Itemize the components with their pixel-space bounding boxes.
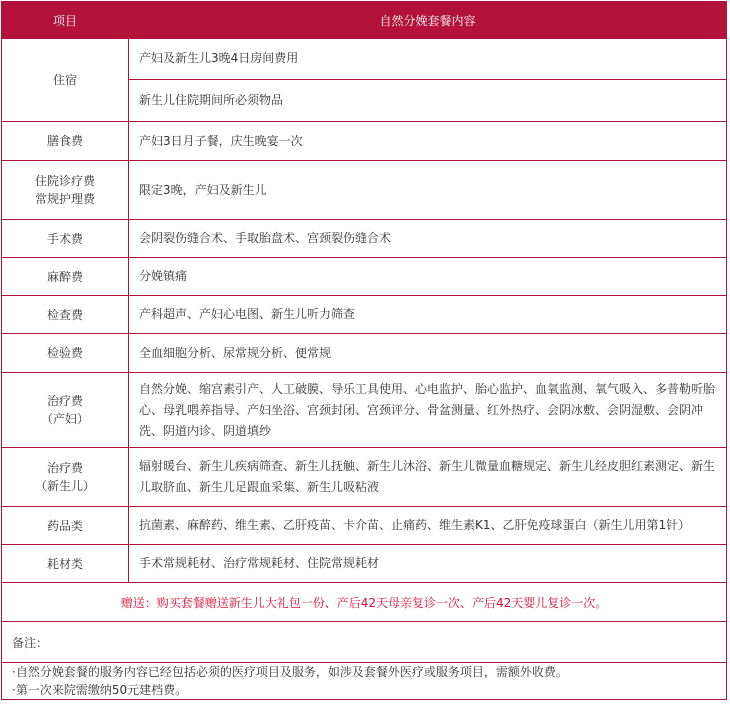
item-label: （新生儿） xyxy=(34,479,95,493)
row-content: 产妇3日月子餐，庆生晚宴一次 xyxy=(129,122,727,161)
gift-text: 赠送：购买套餐赠送新生儿大礼包一份、产后42天母亲复诊一次、产后42天婴儿复诊一次。 xyxy=(2,583,727,622)
table-row xyxy=(2,373,727,448)
table-row xyxy=(2,220,727,258)
row-content: 全血细胞分析、尿常规分析、便常规 xyxy=(129,334,727,373)
table-row xyxy=(2,296,727,334)
gift-row xyxy=(2,583,727,622)
package-table-container xyxy=(1,1,727,725)
row-content: 分娩镇痛 xyxy=(129,258,727,296)
item-label: 治疗费 xyxy=(46,461,83,475)
notes-row xyxy=(2,663,727,700)
item-label: 检查费 xyxy=(46,307,83,322)
table-row xyxy=(2,545,727,583)
item-label: 麻醉费 xyxy=(46,269,83,284)
note-line: ·第一次来院需缴纳50元建档费。 xyxy=(12,683,188,697)
table-row xyxy=(2,448,727,507)
item-label: （产妇） xyxy=(40,412,89,426)
row-item-lodging xyxy=(2,39,129,122)
item-label: 治疗费 xyxy=(46,394,83,408)
item-label: 耗材类 xyxy=(46,556,83,571)
row-content: 自然分娩、缩宫素引产、人工破膜、导乐工具使用、心电监护、胎心监护、血氧监测、氧气吸入、多普勒听胎心、母乳喂养指导、产妇坐浴、宫颈封闭、宫颈评分、骨盆测量、红外热疗、会阴冰敷、会阴湿敷、会阴冲洗、阴道内诊、阴道填纱 xyxy=(129,373,727,448)
row-item-medicine xyxy=(2,507,129,545)
row-content: 限定3晚，产妇及新生儿 xyxy=(129,161,727,220)
table-row xyxy=(2,334,727,373)
item-label: 住宿 xyxy=(52,73,77,87)
row-content: 产妇及新生儿3晚4日房间费用 xyxy=(129,39,727,80)
table-row xyxy=(2,258,727,296)
remark-label: 备注： xyxy=(2,622,727,663)
item-label: 常规护理费 xyxy=(34,192,95,206)
row-content: 手术常规耗材、治疗常规耗材、住院常规耗材 xyxy=(129,545,727,583)
row-content: 产科超声、产妇心电图、新生儿听力筛查 xyxy=(129,296,727,334)
header-item: 项目 xyxy=(2,2,129,39)
header-content: 自然分娩套餐内容 xyxy=(129,2,727,39)
row-content: 新生儿住院期间所必须物品 xyxy=(129,79,727,121)
notes-cell xyxy=(2,663,727,700)
row-item-treatment-newborn xyxy=(2,448,129,507)
item-label: 膳食费 xyxy=(46,134,83,148)
remark-row xyxy=(2,622,727,663)
row-item-consumables xyxy=(2,545,129,583)
note-line: ·自然分娩套餐的服务内容已经包括必须的医疗项目及服务，如涉及套餐外医疗或服务项目，需额外收费。 xyxy=(12,665,568,679)
row-content: 抗菌素、麻醉药、维生素、乙肝疫苗、卡介苗、止痛药、维生素K1、乙肝免疫球蛋白（新生儿用第1针） xyxy=(129,507,727,545)
item-label: 药品类 xyxy=(46,518,83,533)
row-item-meals xyxy=(2,122,129,161)
table-row xyxy=(2,122,727,161)
table-row xyxy=(2,161,727,220)
table-header-row xyxy=(2,2,727,39)
row-item-anesthesia xyxy=(2,258,129,296)
item-label: 住院诊疗费 xyxy=(34,174,95,188)
table-row xyxy=(2,507,727,545)
table-row xyxy=(2,39,727,80)
package-table xyxy=(1,1,727,700)
item-label: 手术费 xyxy=(46,231,83,246)
row-item-surgery xyxy=(2,220,129,258)
row-content: 会阴裂伤缝合术、手取胎盘术、宫颈裂伤缝合术 xyxy=(129,220,727,258)
row-item-examination xyxy=(2,296,129,334)
item-label: 检验费 xyxy=(46,346,83,360)
row-item-treatment-mother xyxy=(2,373,129,448)
row-item-lab-test xyxy=(2,334,129,373)
row-content: 辐射暖台、新生儿疾病筛查、新生儿抚触、新生儿沐浴、新生儿微量血糖规定、新生儿经皮胆红素测定、新生儿取脐血、新生儿足跟血采集、新生儿吸粘液 xyxy=(129,448,727,507)
row-item-diagnosis-nursing xyxy=(2,161,129,220)
